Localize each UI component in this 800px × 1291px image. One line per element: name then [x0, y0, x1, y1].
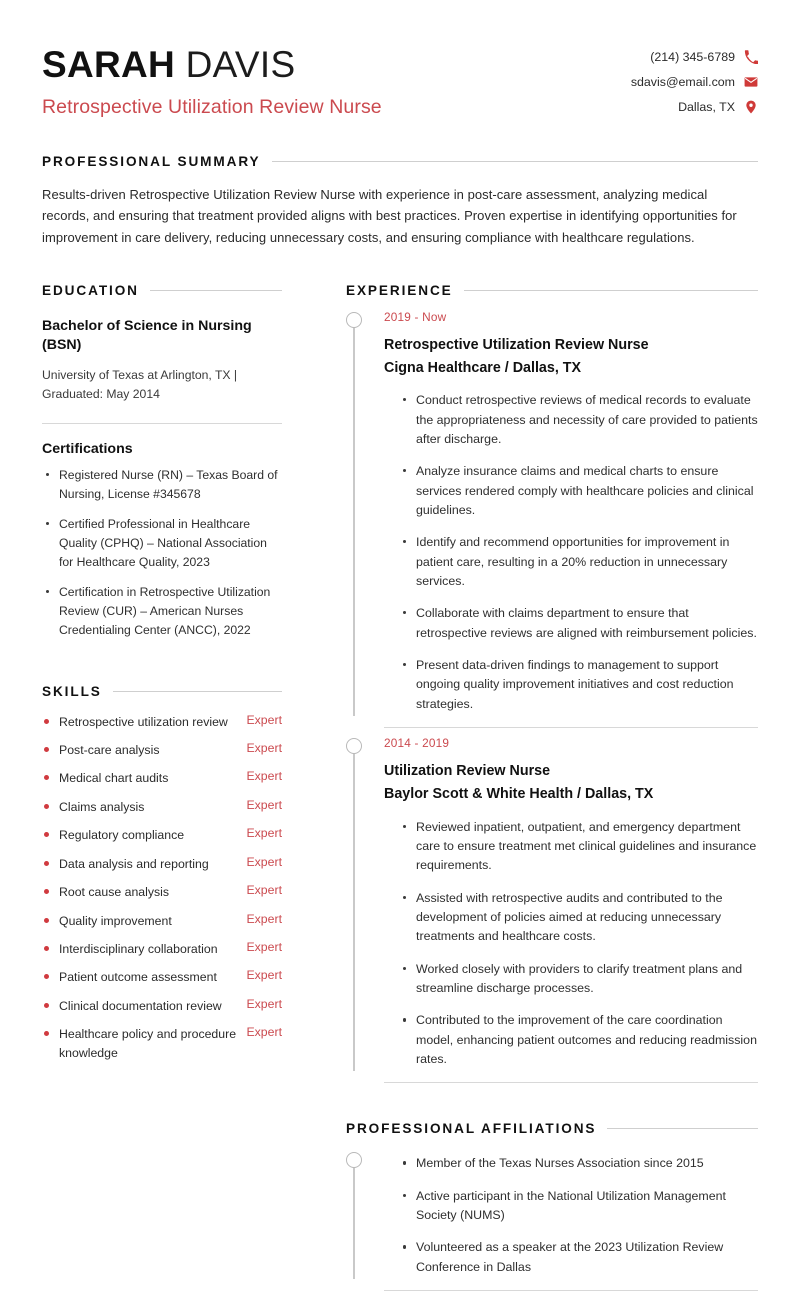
skill-item [42, 1025, 282, 1062]
list-item: Present data-driven findings to management to support ongoing quality improvement initiatives and cost reduction strategies. [401, 656, 758, 714]
last-name: DAVIS [185, 44, 296, 85]
experience-role: Retrospective Utilization Review Nurse [384, 336, 649, 353]
timeline-marker-icon [346, 738, 362, 754]
affiliations-entry [346, 1142, 758, 1277]
list-item: Contributed to the improvement of the care coordination model, enhancing patient outcomes and reducing readmission rates. [401, 1011, 758, 1069]
list-item: Collaborate with claims department to ensure that retrospective reviews are aligned with reimbursement policies. [401, 604, 758, 643]
skill-level: Expert [246, 712, 282, 727]
skill-name: Clinical documentation review [42, 997, 236, 1015]
education-heading [42, 283, 282, 298]
skill-item [42, 798, 282, 816]
skill-item [42, 826, 282, 844]
last-name-spacer [175, 44, 186, 85]
skill-name: Retrospective utilization review [42, 713, 236, 731]
experience-heading-text: EXPERIENCE [346, 282, 453, 298]
certifications-title: Certifications [42, 441, 133, 458]
education-degree: Bachelor of Science in Nursing (BSN) [42, 317, 252, 353]
experience-divider [384, 1082, 758, 1083]
skill-name: Quality improvement [42, 912, 236, 930]
skill-item [42, 968, 282, 986]
summary-heading-text: PROFESSIONAL SUMMARY [42, 154, 261, 170]
skill-level: Expert [246, 996, 282, 1011]
list-item: Assisted with retrospective audits and contributed to the development of policies aimed at reducing unnecessary treatments and healthcare costs. [401, 889, 758, 947]
affiliations-heading [346, 1121, 758, 1136]
skill-item [42, 855, 282, 873]
list-item: Volunteered as a speaker at the 2023 Utilization Review Conference in Dallas [401, 1238, 758, 1277]
experience-bullets [384, 391, 758, 714]
contact-location-value: Dallas, TX [678, 100, 735, 114]
list-item: Worked closely with providers to clarify treatment plans and streamline discharge processes. [401, 960, 758, 999]
summary-heading [42, 154, 758, 169]
heading-rule [150, 290, 282, 291]
heading-rule [113, 691, 282, 692]
skill-level: Expert [246, 1025, 282, 1040]
contact-block [631, 44, 758, 114]
skill-item [42, 912, 282, 930]
skills-section [42, 684, 282, 1063]
heading-rule [607, 1128, 758, 1129]
sidebar-column [42, 283, 282, 1073]
timeline-line [353, 1160, 354, 1279]
experience-company: Baylor Scott & White Health / Dallas, TX [384, 786, 654, 803]
list-item: Certification in Retrospective Utilization Review (CUR) – American Nurses Credentialing Center (ANCC), 2022 [42, 583, 282, 640]
skill-item [42, 997, 282, 1015]
skill-level: Expert [246, 911, 282, 926]
experience-entry [346, 302, 758, 714]
education-section [42, 283, 282, 640]
skill-name: Post-care analysis [42, 741, 236, 759]
experience-company: Cigna Healthcare / Dallas, TX [384, 359, 582, 376]
skill-name: Patient outcome assessment [42, 968, 236, 986]
skill-level: Expert [246, 826, 282, 841]
education-heading-text: EDUCATION [42, 282, 139, 298]
skill-name: Healthcare policy and procedure knowledge [42, 1025, 236, 1062]
skill-level: Expert [246, 797, 282, 812]
certifications-list [42, 466, 282, 639]
skill-level: Expert [246, 854, 282, 869]
skill-name: Regulatory compliance [42, 826, 236, 844]
experience-timeline [346, 302, 758, 1084]
heading-rule [272, 161, 758, 162]
skill-item [42, 940, 282, 958]
skill-name: Root cause analysis [42, 883, 236, 901]
skills-heading-text: SKILLS [42, 683, 102, 699]
resume-header [42, 40, 758, 119]
location-icon [744, 100, 758, 114]
contact-location[interactable] [678, 100, 758, 114]
list-item: Registered Nurse (RN) – Texas Board of Nursing, License #345678 [42, 466, 282, 504]
skills-list [42, 713, 282, 1063]
skill-name: Medical chart audits [42, 769, 236, 787]
contact-phone-value: (214) 345-6789 [650, 50, 735, 64]
job-title: Retrospective Utilization Review Nurse [42, 96, 382, 119]
identity-block [42, 44, 382, 119]
timeline-line [353, 320, 354, 716]
skill-level: Expert [246, 769, 282, 784]
timeline-marker-icon [346, 312, 362, 328]
summary-text: Results-driven Retrospective Utilization Review Nurse with experience in post-care assessment, analyzing medical records, and ensuring that treatment provided aligns with best practices. Proven expertise in identifying opportunities for improvement in care delivery, reducing unnecessary costs, and ensuring compliance with healthcare regulations. [42, 187, 737, 245]
phone-icon [744, 50, 758, 64]
affiliations-timeline [346, 1142, 758, 1291]
skill-item [42, 713, 282, 731]
contact-phone[interactable] [650, 50, 758, 64]
experience-bullets [384, 818, 758, 1070]
education-school: University of Texas at Arlington, TX | [42, 368, 238, 383]
email-icon [744, 75, 758, 89]
timeline-marker-icon [346, 1152, 362, 1168]
list-item: Certified Professional in Healthcare Quality (CPHQ) – National Association for Healthcare Quality, 2023 [42, 515, 282, 572]
affiliations-list [384, 1154, 758, 1277]
experience-heading [346, 283, 758, 298]
contact-email[interactable] [631, 75, 758, 89]
skill-item [42, 769, 282, 787]
skill-level: Expert [246, 883, 282, 898]
list-item: Member of the Texas Nurses Association since 2015 [401, 1154, 758, 1173]
skill-name: Data analysis and reporting [42, 855, 236, 873]
full-name [42, 44, 382, 85]
education-graduated: Graduated: May 2014 [42, 387, 160, 402]
contact-email-value: sdavis@email.com [630, 75, 735, 89]
education-meta [42, 366, 282, 404]
list-item: Reviewed inpatient, outpatient, and emergency department care to ensure treatment met clinical guidelines and insurance requirements. [401, 818, 758, 876]
list-item: Active participant in the National Utilization Management Society (NUMS) [401, 1187, 758, 1226]
experience-date: 2014 - 2019 [384, 735, 450, 750]
skill-item [42, 883, 282, 901]
list-item: Identify and recommend opportunities for improvement in patient care, resulting in a 20% reduction in unnecessary services. [401, 533, 758, 591]
first-name: SARAH [42, 44, 176, 85]
skill-name: Claims analysis [42, 798, 236, 816]
heading-rule [464, 290, 758, 291]
experience-entry [346, 728, 758, 1069]
summary-section [42, 154, 758, 247]
experience-section [346, 283, 758, 1084]
list-item: Conduct retrospective reviews of medical records to evaluate the appropriateness and necessity of care provided to patients after discharge. [401, 391, 758, 449]
skill-name: Interdisciplinary collaboration [42, 940, 236, 958]
main-column [346, 283, 758, 1291]
affiliations-section [346, 1121, 758, 1291]
affiliations-heading-text: PROFESSIONAL AFFILIATIONS [346, 1121, 597, 1137]
sidebar-divider [42, 423, 282, 424]
skill-level: Expert [246, 740, 282, 755]
skill-level: Expert [246, 940, 282, 955]
experience-role: Utilization Review Nurse [384, 762, 551, 779]
body-columns [42, 283, 758, 1291]
timeline-line [353, 746, 354, 1071]
experience-date: 2019 - Now [384, 309, 447, 324]
education-entry [42, 317, 282, 405]
skill-item [42, 741, 282, 759]
skill-level: Expert [246, 968, 282, 983]
list-item: Analyze insurance claims and medical charts to ensure services rendered comply with healthcare policies and clinical guidelines. [401, 462, 758, 520]
skills-heading [42, 684, 282, 699]
